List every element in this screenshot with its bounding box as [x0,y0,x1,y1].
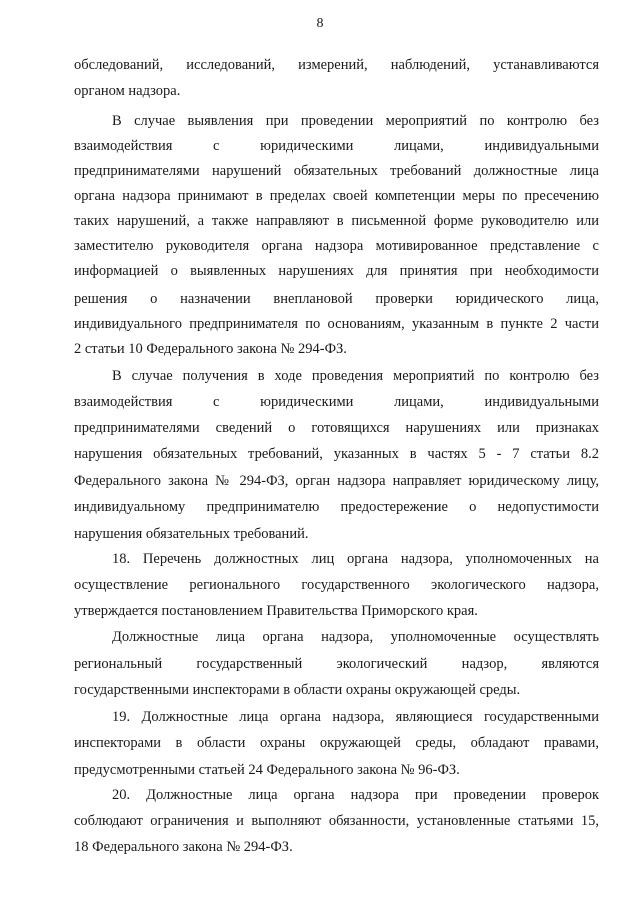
text-line: органом надзора. [74,83,181,99]
text-line: индивидуального предпринимателя по основаниям, указанным в пункте 2 части [74,316,599,332]
text-line: осуществление регионального государственного экологического надзора, [74,577,599,593]
text-line: 19. Должностные лица органа надзора, являющиеся государственными [112,709,599,725]
text-line: 18 Федерального закона № 294-ФЗ. [74,839,293,855]
text-line: взаимодействия с юридическими лицами, индивидуальными [74,394,599,410]
text-line: предусмотренными статьей 24 Федерального закона № 96-ФЗ. [74,762,460,778]
text-line: решения о назначении внеплановой проверки юридического лица, [74,291,599,307]
text-line: индивидуальному предпринимателю предостережение о недопустимости [74,499,599,515]
text-line: информацией о выявленных нарушениях для принятия при необходимости [74,263,599,279]
text-line: Федерального закона № 294-ФЗ, орган надзора направляет юридическому лицу, [74,473,599,489]
text-line: соблюдают ограничения и выполняют обязанности, установленные статьями 15, [74,813,599,829]
text-line: взаимодействия с юридическими лицами, индивидуальными [74,138,599,154]
text-line: региональный государственный экологический надзор, являются [74,656,599,672]
text-line: В случае получения в ходе проведения мероприятий по контролю без [112,368,599,384]
text-line: утверждается постановлением Правительства Приморского края. [74,603,478,619]
text-line: 18. Перечень должностных лиц органа надзора, уполномоченных на [112,551,599,567]
text-line: государственными инспекторами в области охраны окружающей среды. [74,682,521,698]
text-line: 2 статьи 10 Федерального закона № 294-ФЗ. [74,341,347,357]
text-line: предпринимателями нарушений обязательных требований должностные лица [74,163,599,179]
text-line: 20. Должностные лица органа надзора при проведении проверок [112,787,599,803]
page-number: 8 [316,16,324,31]
text-line: органа надзора принимают в пределах своей компетенции меры по пресечению [74,188,599,204]
text-line: таких нарушений, а также направляют в письменной форме руководителю или [74,213,599,229]
text-line: В случае выявления при проведении мероприятий по контролю без [112,113,599,129]
text-line: инспекторами в области охраны окружающей среды, обладают правами, [74,735,599,751]
text-line: заместителю руководителя органа надзора мотивированное представление с [74,238,599,254]
text-line: Должностные лица органа надзора, уполномоченные осуществлять [112,629,599,645]
text-line: обследований, исследований, измерений, наблюдений, устанавливаются [74,57,599,73]
text-line: нарушения обязательных требований, указанных в частях 5 - 7 статьи 8.2 [74,446,599,462]
text-line: предпринимателями сведений о готовящихся нарушениях или признаках [74,420,599,436]
text-line: нарушения обязательных требований. [74,526,309,542]
